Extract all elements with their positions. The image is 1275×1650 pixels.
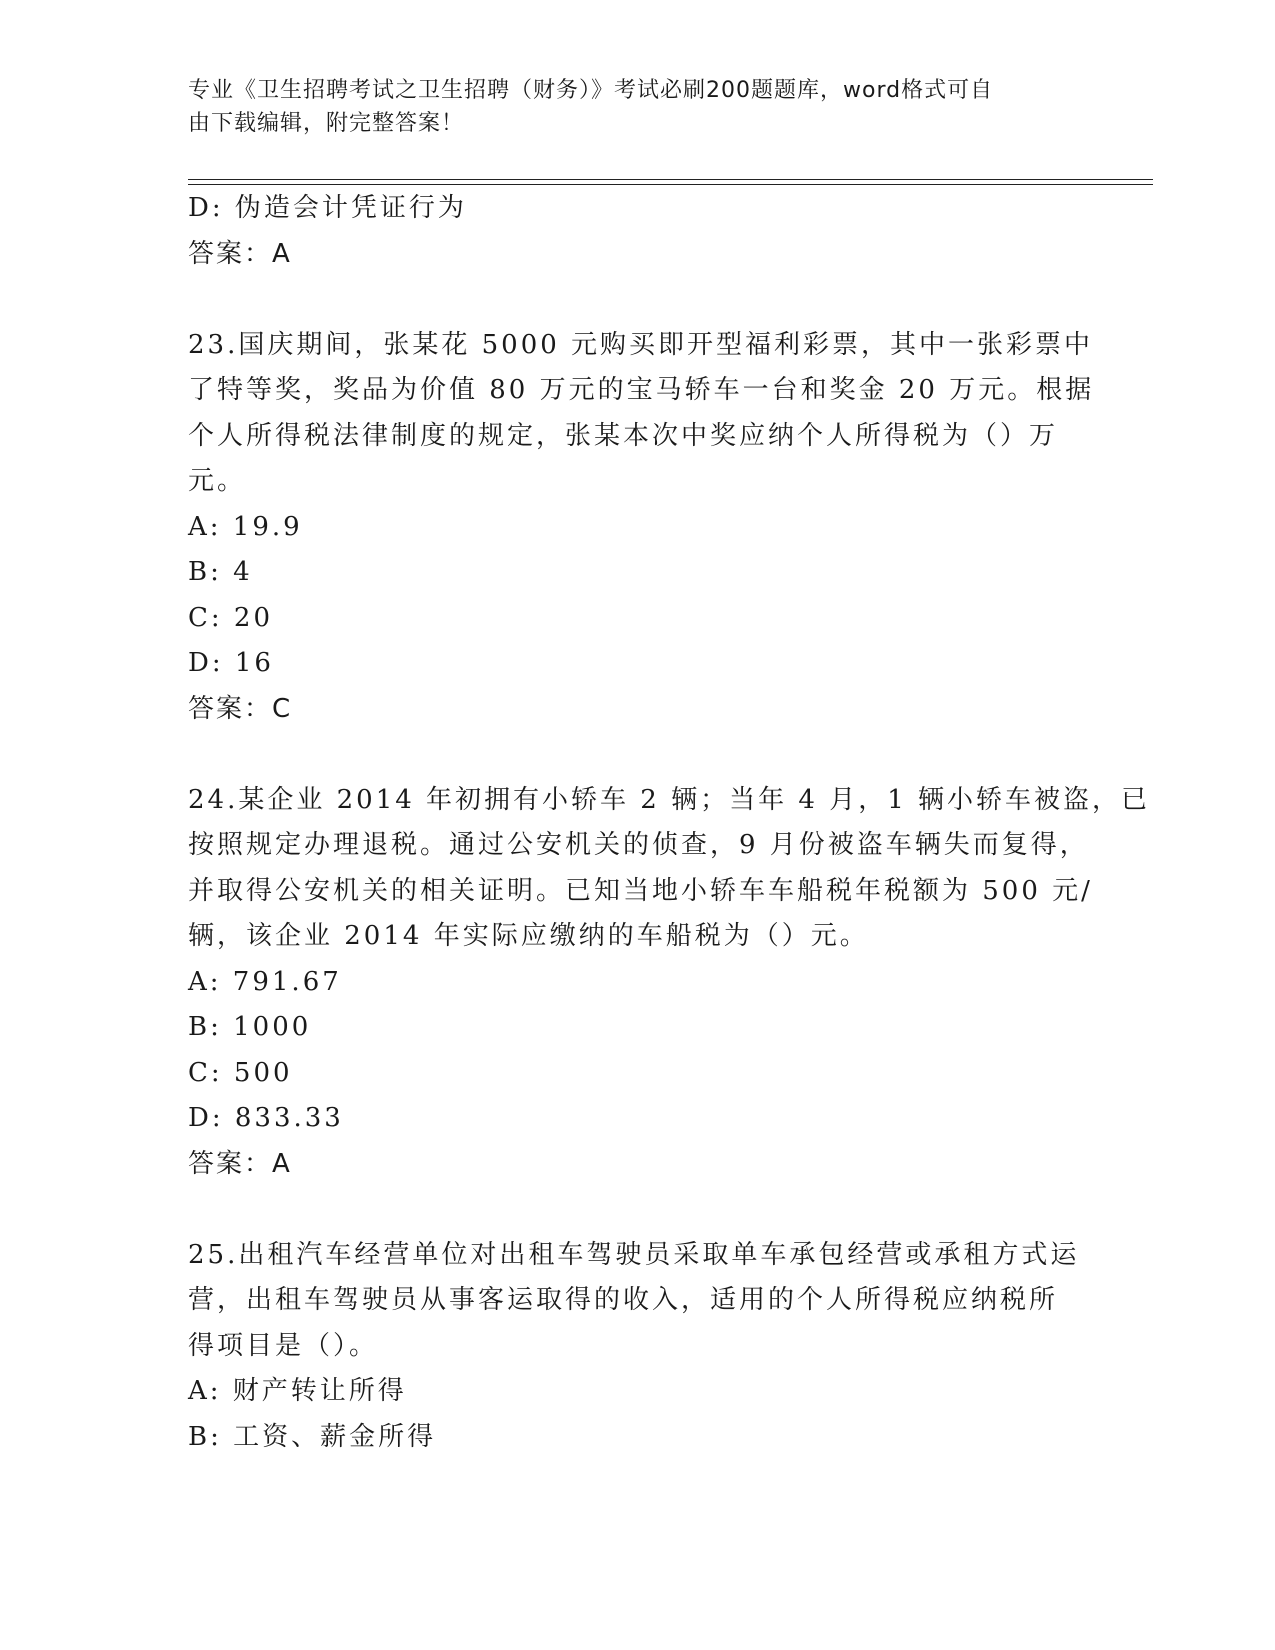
question-stem-line: 元。	[188, 466, 247, 496]
question-stem-line: 得项目是（）。	[188, 1330, 379, 1361]
question-stem-line: 辆，该企业 2014 年实际应缴纳的车船税为（）元。	[188, 921, 869, 951]
question-stem-line: 25.出租汽车经营单位对出租车驾驶员采取单车承包经营或承租方式运	[188, 1239, 1080, 1270]
question-content	[188, 186, 1150, 1460]
header-divider-top	[188, 179, 1153, 180]
option-a: A: 791.67	[188, 966, 342, 997]
spacer	[188, 277, 1088, 323]
question-stem-line: 24.某企业 2014 年初拥有小轿车 2 辆；当年 4 月，1 辆小轿车被盗，已	[188, 784, 1150, 815]
header-divider-bottom	[188, 184, 1153, 185]
question-22-tail	[188, 186, 1088, 277]
answer-line: 答案：A	[188, 238, 292, 269]
option-d: D: 16	[188, 648, 274, 678]
option-b: B: 1000	[188, 1012, 312, 1042]
spacer	[188, 732, 1088, 778]
option-a: A: 19.9	[188, 511, 303, 542]
question-stem-line: 了特等奖，奖品为价值 80 万元的宝马轿车一台和奖金 20 万元。根据	[188, 375, 1095, 405]
option-c: C: 20	[188, 602, 274, 633]
document-header	[188, 74, 1088, 140]
question-stem-line: 营，出租车驾驶员从事客运取得的收入，适用的个人所得税应纳税所	[188, 1285, 1059, 1315]
answer-line: 答案：C	[188, 693, 293, 724]
option-d: D: 伪造会计凭证行为	[188, 193, 467, 223]
question-25	[188, 1233, 1088, 1461]
option-d: D: 833.33	[188, 1103, 344, 1133]
answer-line: 答案：A	[188, 1148, 292, 1179]
spacer	[188, 1187, 1088, 1233]
question-24	[188, 778, 1150, 1188]
question-stem-line: 按照规定办理退税。通过公安机关的侦查，9 月份被盗车辆失而复得，	[188, 830, 1089, 860]
question-stem-line: 并取得公安机关的相关证明。已知当地小轿车车船税年税额为 500 元/	[188, 875, 1093, 906]
option-b: B: 工资、薪金所得	[188, 1421, 437, 1452]
option-c: C: 500	[188, 1057, 293, 1088]
question-23	[188, 323, 1095, 733]
header-line-1: 专业《卫生招聘考试之卫生招聘（财务）》考试必刷200题题库，word格式可自	[188, 78, 994, 103]
option-a: A: 财产转让所得	[188, 1376, 407, 1406]
option-b: B: 4	[188, 557, 253, 587]
question-stem-line: 23.国庆期间，张某花 5000 元购买即开型福利彩票，其中一张彩票中	[188, 329, 1094, 360]
question-stem-line: 个人所得税法律制度的规定，张某本次中奖应纳个人所得税为（）万	[188, 420, 1059, 451]
header-line-2: 由下载编辑，附完整答案！	[188, 111, 465, 136]
